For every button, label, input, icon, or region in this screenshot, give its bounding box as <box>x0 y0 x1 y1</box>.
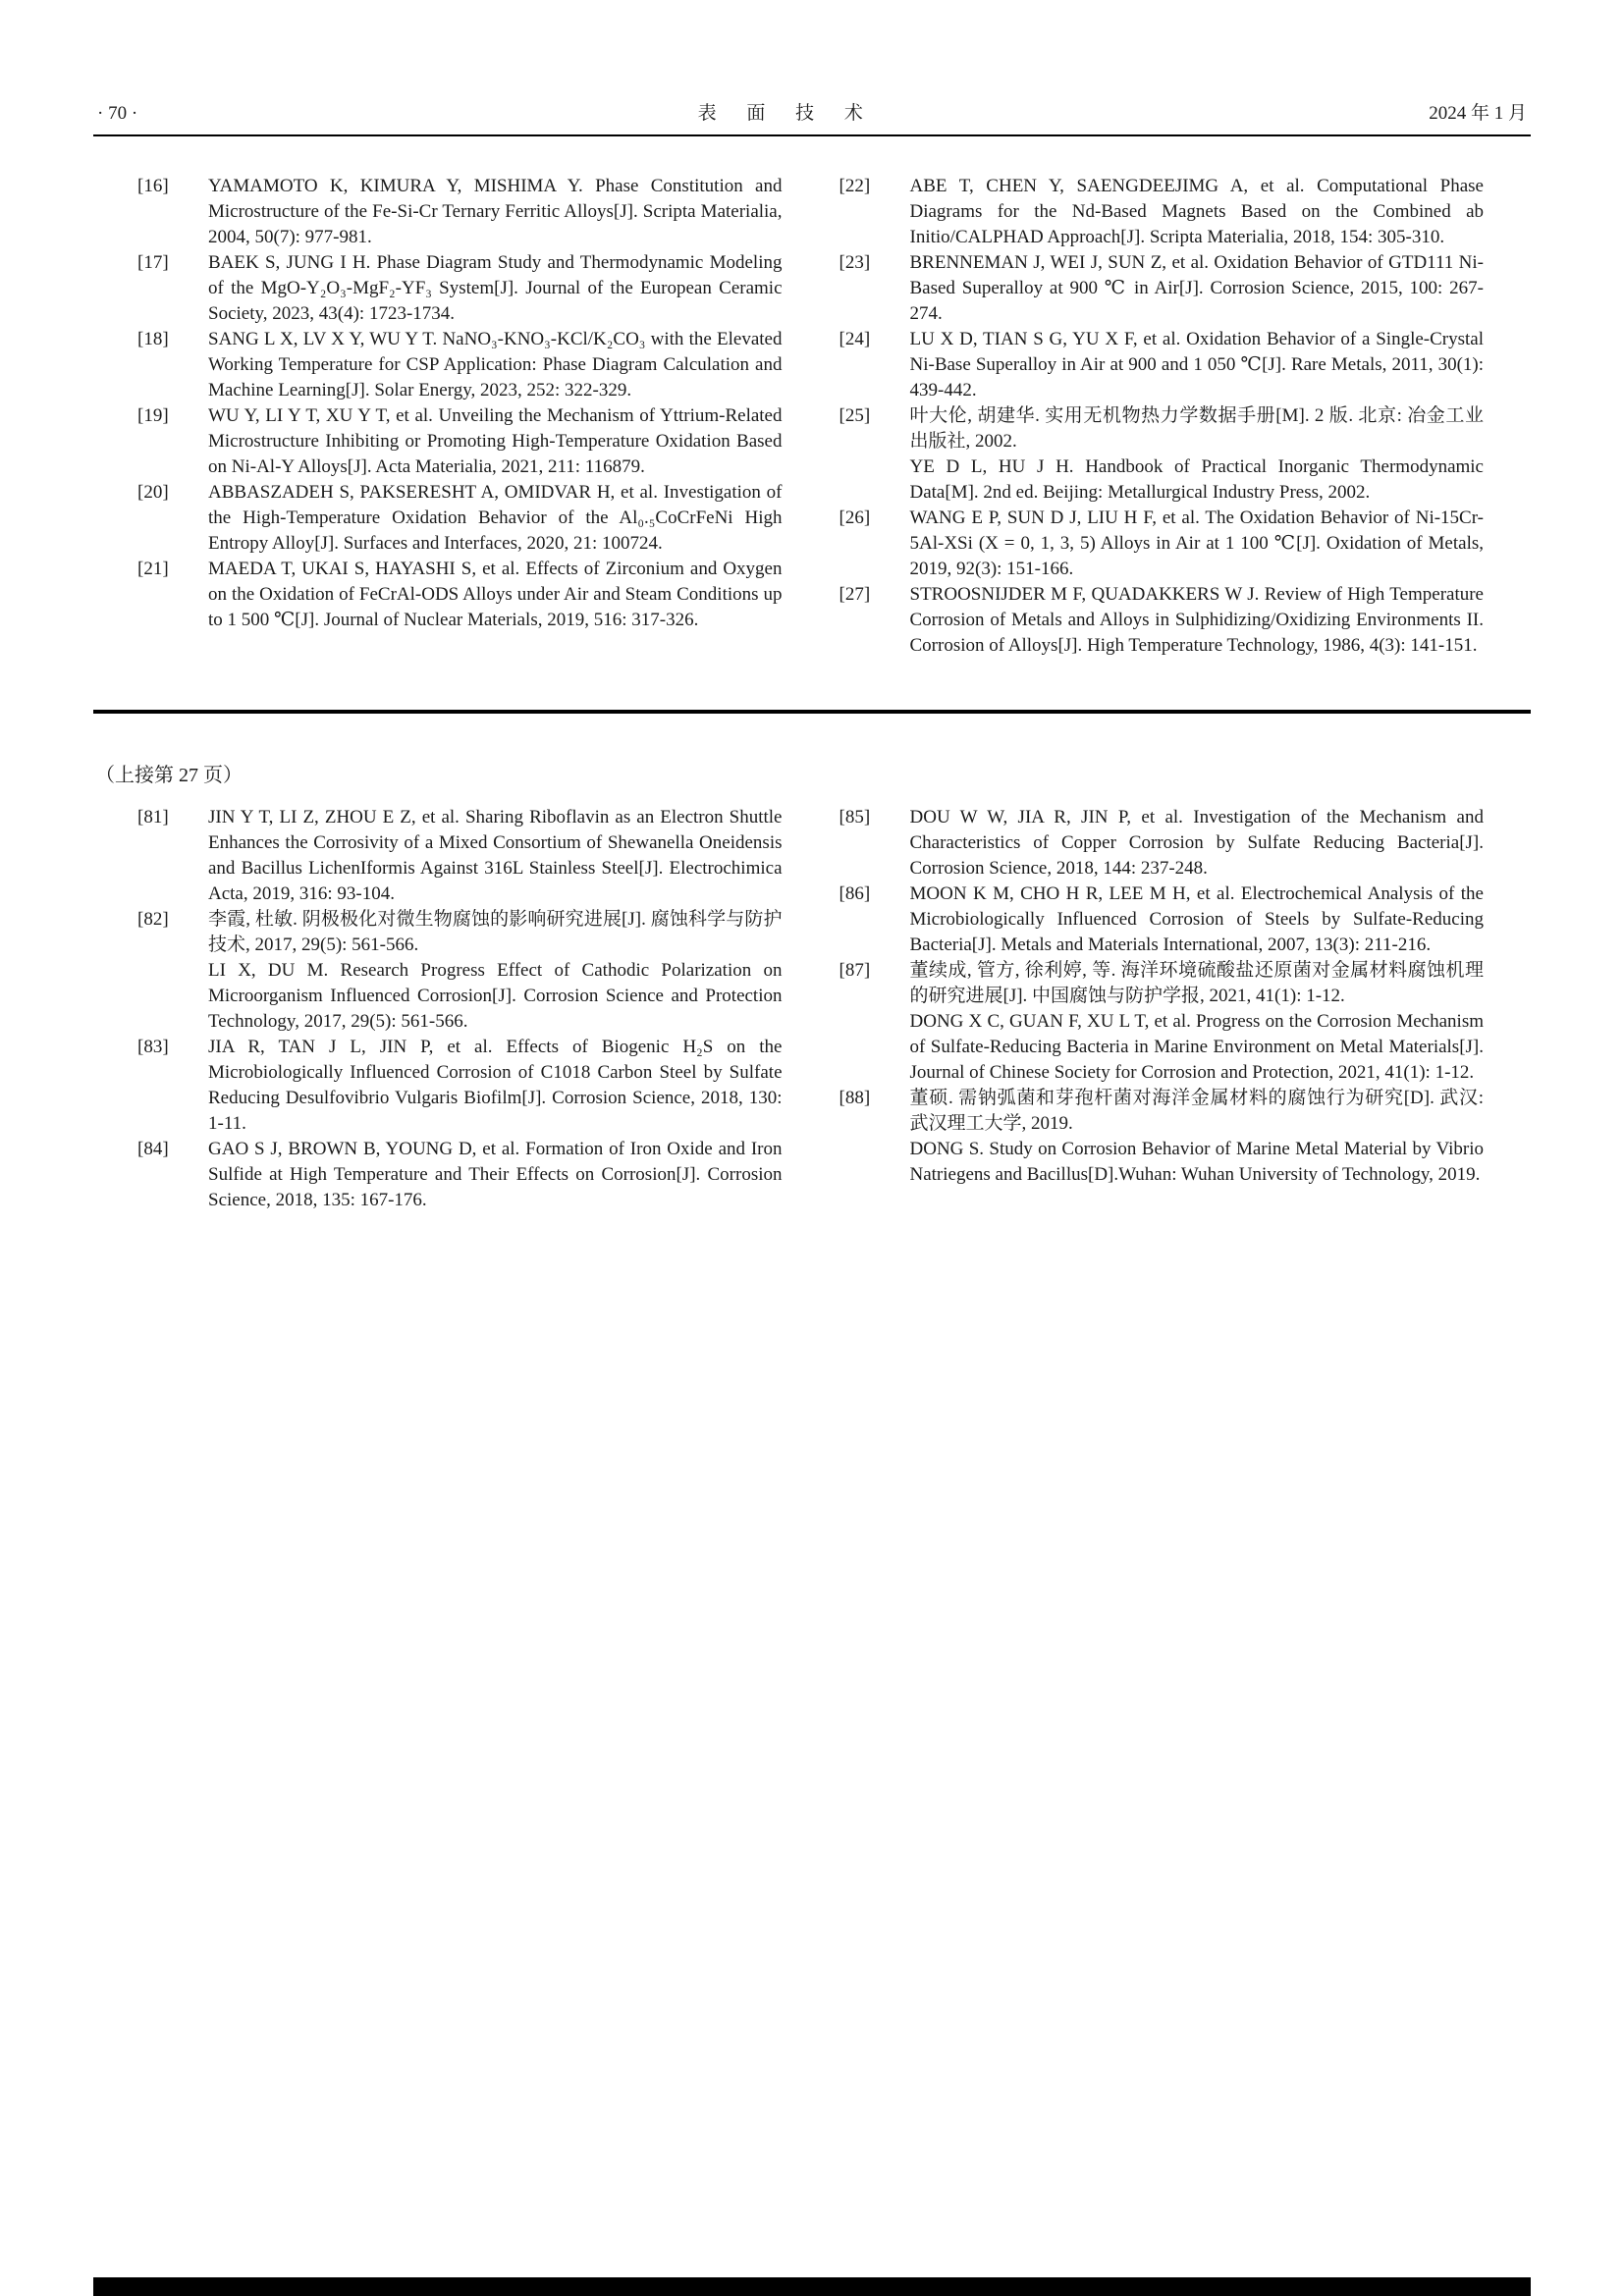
reference-text <box>910 174 1485 250</box>
reference-paragraph: GAO S J, BROWN B, YOUNG D, et al. Formation of Iron Oxide and Iron Sulfide at High Temperature and Their Effects on Corrosion[J]. Corrosion Science, 2018, 135: 167-176. <box>208 1139 783 1210</box>
reference-item <box>137 805 783 907</box>
reference-item <box>839 958 1485 1086</box>
issue-date: 2024 年 1 月 <box>1429 103 1527 124</box>
running-head <box>93 98 1531 125</box>
reference-number: [25] <box>839 405 871 426</box>
reference-item <box>839 250 1485 327</box>
reference-paragraph: YAMAMOTO K, KIMURA Y, MISHIMA Y. Phase Constitution and Microstructure of the Fe-Si-Cr Ternary Ferritic Alloys[J]. Scripta Materialia, 2004, 50(7): 977-981. <box>208 176 783 247</box>
reference-text <box>208 403 783 480</box>
reference-paragraph: DONG X C, GUAN F, XU L T, et al. Progress on the Corrosion Mechanism of Sulfate-Reducing Bacteria in Marine Environment on Metal Materials[J]. Journal of Chinese Society for Corrosion and Protection, 2021, 41(1): 1-12. <box>909 1011 1484 1083</box>
reference-paragraph: DOU W W, JIA R, JIN P, et al. Investigation of the Mechanism and Characteristics of Copper Corrosion by Sulfate Reducing Bacteria[J]. Corrosion Science, 2018, 144: 237-248. <box>909 807 1484 879</box>
reference-number: [81] <box>137 807 169 828</box>
reference-text <box>910 805 1485 881</box>
reference-list-continuation-bottom <box>137 805 1484 1213</box>
reference-text <box>910 250 1485 327</box>
reference-paragraph: BRENNEMAN J, WEI J, SUN Z, et al. Oxidation Behavior of GTD111 Ni-Based Superalloy at 900 ℃ in Air[J]. Corrosion Science, 2015, 100: 267-274. <box>909 252 1484 324</box>
reference-paragraph: LI X, DU M. Research Progress Effect of Cathodic Polarization on Microorganism Influenced Corrosion[J]. Corrosion Science and Protection Technology, 2017, 29(5): 561-566. <box>208 960 783 1032</box>
reference-paragraph: STROOSNIJDER M F, QUADAKKERS W J. Review of High Temperature Corrosion of Metals and Alloys in Sulphidizing/Oxidizing Environments II. Corrosion of Alloys[J]. High Temperature Technology, 1986, 4(3): 141-151. <box>909 584 1484 656</box>
reference-item <box>839 403 1485 506</box>
reference-paragraph: ABE T, CHEN Y, SAENGDEEJIMG A, et al. Computational Phase Diagrams for the Nd-Based Magnets Based on the Combined ab Initio/CALPHAD Approach[J]. Scripta Materialia, 2018, 154: 305-310. <box>909 176 1484 247</box>
reference-number: [17] <box>137 252 169 273</box>
reference-paragraph: ABBASZADEH S, PAKSERESHT A, OMIDVAR H, et al. Investigation of the High-Temperature Oxidation Behavior of the Al₀.₅CoCrFeNi High Entropy Alloy[J]. Surfaces and Interfaces, 2020, 21: 100724. <box>208 482 783 554</box>
reference-item <box>839 327 1485 403</box>
reference-item <box>839 1086 1485 1188</box>
reference-text <box>208 907 783 1035</box>
reference-paragraph: 董硕. 需钠弧菌和芽孢杆菌对海洋金属材料的腐蚀行为研究[D]. 武汉: 武汉理工大学, 2019. <box>909 1088 1484 1134</box>
reference-text <box>208 250 783 327</box>
reference-paragraph: WU Y, LI Y T, XU Y T, et al. Unveiling the Mechanism of Yttrium-Related Microstructure Inhibiting or Promoting High-Temperature Oxidation Based on Ni-Al-Y Alloys[J]. Acta Materialia, 2021, 211: 116879. <box>208 405 783 477</box>
reference-paragraph: 叶大伦, 胡建华. 实用无机物热力学数据手册[M]. 2 版. 北京: 冶金工业出版社, 2002. <box>909 405 1484 452</box>
reference-text <box>208 805 783 907</box>
reference-number: [20] <box>137 482 169 503</box>
reference-text <box>910 1086 1485 1188</box>
reference-text <box>910 958 1485 1086</box>
reference-paragraph: LU X D, TIAN S G, YU X F, et al. Oxidation Behavior of a Single-Crystal Ni-Base Superalloy in Air at 900 and 1 050 ℃[J]. Rare Metals, 2011, 30(1): 439-442. <box>909 329 1484 400</box>
reference-number: [22] <box>839 176 871 196</box>
journal-title: 表 面 技 术 <box>697 103 869 124</box>
reference-text <box>910 327 1485 403</box>
reference-number: [26] <box>839 507 871 528</box>
reference-number: [87] <box>839 960 871 981</box>
reference-item <box>137 327 783 403</box>
reference-item <box>137 174 783 250</box>
reference-item <box>839 881 1485 958</box>
reference-paragraph: SANG L X, LV X Y, WU Y T. NaNO₃-KNO₃-KCl/K₂CO₃ with the Elevated Working Temperature for CSP Application: Phase Diagram Calculation and Machine Learning[J]. Solar Energy, 2023, 252: 322-329. <box>208 329 783 400</box>
reference-text <box>910 403 1485 506</box>
left-column <box>137 805 783 1213</box>
reference-number: [85] <box>839 807 871 828</box>
reference-list-continuation-top <box>137 174 1484 659</box>
reference-paragraph: 董续成, 管方, 徐利婷, 等. 海洋环境硫酸盐还原菌对金属材料腐蚀机理的研究进展[J]. 中国腐蚀与防护学报, 2021, 41(1): 1-12. <box>909 960 1484 1006</box>
reference-number: [88] <box>839 1088 871 1108</box>
scan-artifact-bar <box>93 2277 1531 2296</box>
reference-paragraph: 李霞, 杜敏. 阴极极化对微生物腐蚀的影响研究进展[J]. 腐蚀科学与防护技术, 2017, 29(5): 561-566. <box>208 909 783 955</box>
reference-text <box>208 480 783 557</box>
reference-text <box>208 1035 783 1137</box>
reference-number: [84] <box>137 1139 169 1159</box>
reference-item <box>839 174 1485 250</box>
reference-number: [16] <box>137 176 169 196</box>
reference-item <box>839 805 1485 881</box>
reference-item <box>137 907 783 1035</box>
right-column <box>839 174 1485 659</box>
reference-item <box>137 557 783 633</box>
references-section-bottom <box>93 805 1531 1213</box>
reference-text <box>208 557 783 633</box>
reference-number: [21] <box>137 559 169 579</box>
reference-text <box>910 881 1485 958</box>
right-column <box>839 805 1485 1213</box>
reference-number: [19] <box>137 405 169 426</box>
references-section-top <box>93 136 1531 659</box>
reference-number: [86] <box>839 883 871 904</box>
reference-item <box>839 582 1485 659</box>
left-column <box>137 174 783 659</box>
reference-item <box>137 250 783 327</box>
reference-paragraph: WANG E P, SUN D J, LIU H F, et al. The Oxidation Behavior of Ni-15Cr-5Al-XSi (X = 0, 1, 3, 5) Alloys in Air at 1 100 ℃[J]. Oxidation of Metals, 2019, 92(3): 151-166. <box>909 507 1484 579</box>
reference-number: [23] <box>839 252 871 273</box>
reference-text <box>208 1137 783 1213</box>
reference-paragraph: JIN Y T, LI Z, ZHOU E Z, et al. Sharing Riboflavin as an Electron Shuttle Enhances the Corrosivity of a Mixed Consortium of Shewanella Oneidensis and Bacillus LichenIformis Against 316L Stainless Steel[J]. Electrochimica Acta, 2019, 316: 93-104. <box>208 807 783 904</box>
reference-item <box>137 1035 783 1137</box>
reference-paragraph: YE D L, HU J H. Handbook of Practical Inorganic Thermodynamic Data[M]. 2nd ed. Beijing: Metallurgical Industry Press, 2002. <box>909 456 1484 503</box>
reference-number: [18] <box>137 329 169 349</box>
reference-number: [27] <box>839 584 871 605</box>
reference-text <box>910 506 1485 582</box>
reference-item <box>839 506 1485 582</box>
reference-paragraph: DONG S. Study on Corrosion Behavior of Marine Metal Material by Vibrio Natriegens and Bacillus[D].Wuhan: Wuhan University of Technology, 2019. <box>909 1139 1484 1185</box>
reference-number: [24] <box>839 329 871 349</box>
reference-paragraph: BAEK S, JUNG I H. Phase Diagram Study and Thermodynamic Modeling of the MgO-Y₂O₃-MgF₂-YF₃ System[J]. Journal of the European Ceramic Society, 2023, 43(4): 1723-1734. <box>208 252 783 324</box>
reference-paragraph: JIA R, TAN J L, JIN P, et al. Effects of Biogenic H₂S on the Microbiologically Influenced Corrosion of C1018 Carbon Steel by Sulfate Reducing Desulfovibrio Vulgaris Biofilm[J]. Corrosion Science, 2018, 130: 1-11. <box>208 1037 783 1134</box>
page-number: · 70 · <box>97 103 138 124</box>
reference-text <box>208 174 783 250</box>
reference-number: [82] <box>137 909 169 930</box>
continuation-note: （上接第 27 页） <box>95 765 243 786</box>
reference-text <box>910 582 1485 659</box>
reference-paragraph: MAEDA T, UKAI S, HAYASHI S, et al. Effects of Zirconium and Oxygen on the Oxidation of FeCrAl-ODS Alloys under Air and Steam Conditions up to 1 500 ℃[J]. Journal of Nuclear Materials, 2019, 516: 317-326. <box>208 559 783 630</box>
reference-item <box>137 480 783 557</box>
reference-item <box>137 403 783 480</box>
reference-item <box>137 1137 783 1213</box>
reference-text <box>208 327 783 403</box>
reference-number: [83] <box>137 1037 169 1057</box>
section-divider-rule <box>93 710 1531 714</box>
reference-paragraph: MOON K M, CHO H R, LEE M H, et al. Electrochemical Analysis of the Microbiologically Influenced Corrosion of Steels by Sulfate-Reducing Bacteria[J]. Metals and Materials International, 2007, 13(3): 211-216. <box>909 883 1484 955</box>
